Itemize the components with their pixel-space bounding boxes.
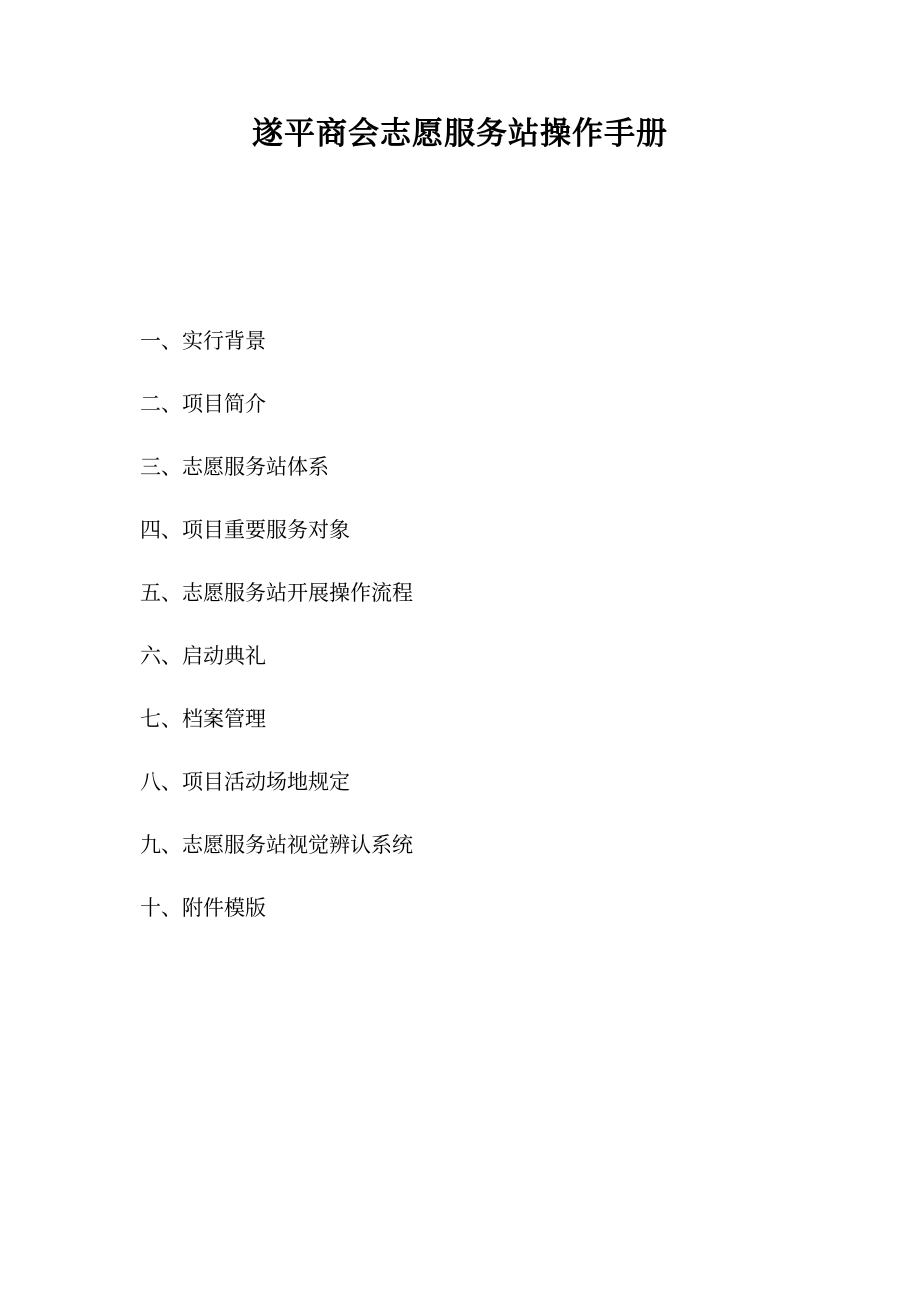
toc-item: 十、附件模版 [140, 896, 266, 920]
toc-item: 九、志愿服务站视觉辨认系统 [140, 833, 413, 857]
toc-item: 三、志愿服务站体系 [140, 455, 329, 479]
toc-item: 七、档案管理 [140, 707, 266, 731]
toc-item: 五、志愿服务站开展操作流程 [140, 581, 413, 605]
page-title: 遂平商会志愿服务站操作手册 [252, 116, 668, 152]
toc-item: 一、实行背景 [140, 329, 266, 353]
table-of-contents [140, 330, 780, 919]
toc-item: 四、项目重要服务对象 [140, 518, 350, 542]
toc-item: 二、项目简介 [140, 392, 266, 416]
toc-item: 六、启动典礼 [140, 644, 266, 668]
toc-item: 八、项目活动场地规定 [140, 770, 350, 794]
